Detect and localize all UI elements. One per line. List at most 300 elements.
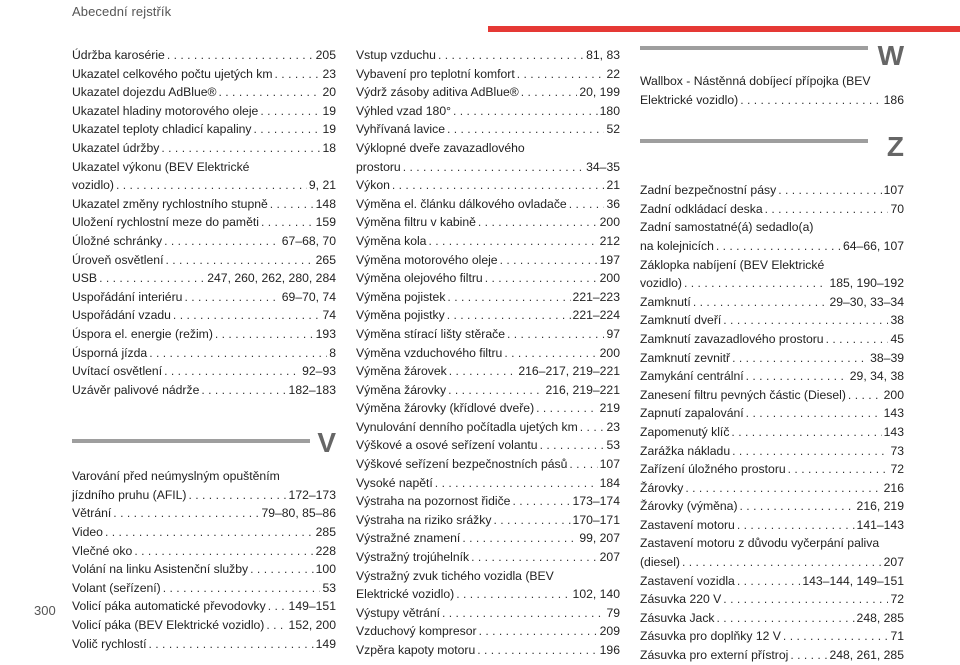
section-heading-v xyxy=(72,421,336,467)
index-entry xyxy=(640,627,904,646)
index-entry-term: Žárovky xyxy=(640,480,684,495)
dot-leader xyxy=(113,504,259,523)
index-entry-pages: 69–70, 74 xyxy=(281,289,336,304)
header-accent-bar xyxy=(488,26,960,32)
index-entry-pages: 143 xyxy=(883,424,904,439)
index-entry xyxy=(356,46,620,65)
index-entry xyxy=(72,467,336,504)
dot-leader xyxy=(723,590,888,609)
dot-leader xyxy=(682,553,882,572)
index-entry-pages: 180 xyxy=(599,103,620,118)
index-entry xyxy=(640,646,904,665)
index-entry-term: Výstupy větrání xyxy=(356,605,440,620)
index-entry-term: Zadní odkládací deska xyxy=(640,201,763,216)
dot-leader xyxy=(732,349,868,368)
index-entry-term: Zapnutí zapalování xyxy=(640,406,744,421)
dot-leader xyxy=(746,367,848,386)
index-entry-term: USB xyxy=(72,271,98,286)
index-list-v-continued xyxy=(356,46,620,660)
index-entry-term: Vstup vzduchu xyxy=(356,48,436,62)
dot-leader xyxy=(250,560,314,579)
index-entry-pages: 228 xyxy=(315,543,336,558)
index-entry-term: Výdrž zásoby aditiva AdBlue® xyxy=(356,85,519,100)
index-entry-term: Výměna pojistky xyxy=(356,308,445,323)
index-entry xyxy=(72,579,336,598)
index-entry xyxy=(356,511,620,530)
index-list-w xyxy=(640,72,904,109)
index-entry xyxy=(356,344,620,363)
index-entry-pages: 20, 199 xyxy=(579,85,620,100)
index-entry-pages: 79–80, 85–86 xyxy=(261,506,336,521)
dot-leader xyxy=(540,436,605,455)
index-entry-pages: 19 xyxy=(322,103,336,118)
index-entry xyxy=(640,200,904,219)
dot-leader xyxy=(462,529,577,548)
index-list-u xyxy=(72,46,336,399)
index-entry xyxy=(356,436,620,455)
index-entry xyxy=(72,65,336,84)
index-entry xyxy=(72,251,336,270)
index-entry xyxy=(356,529,620,548)
index-entry-pages: 170–171 xyxy=(572,512,620,527)
index-entry-pages: 102, 140 xyxy=(572,587,620,602)
index-entry-pages: 207 xyxy=(883,555,904,570)
index-entry-term: Výkon xyxy=(356,178,390,193)
index-entry xyxy=(640,367,904,386)
index-entry-term: Ukazatel teploty chladicí kapaliny xyxy=(72,122,252,137)
index-entry xyxy=(356,641,620,660)
index-entry-pages: 152, 200 xyxy=(288,618,336,633)
index-entry-pages: 9, 21 xyxy=(308,178,336,193)
index-entry xyxy=(356,362,620,381)
index-entry-term: Výměna el. článku dálkového ovladače xyxy=(356,196,567,211)
dot-leader xyxy=(116,176,307,195)
index-entry-term: Zásuvka pro doplňky 12 V xyxy=(640,629,781,644)
section-rule xyxy=(640,46,868,50)
index-entry-pages: 107 xyxy=(599,457,620,472)
dot-leader xyxy=(447,306,571,325)
index-entry xyxy=(72,288,336,307)
index-entry xyxy=(356,548,620,567)
index-entry xyxy=(640,609,904,628)
index-entry-term: Vzduchový kompresor xyxy=(356,624,477,639)
dot-leader xyxy=(270,195,314,214)
index-entry-term: Zásuvka 220 V xyxy=(640,592,722,607)
dot-leader xyxy=(740,497,855,516)
dot-leader xyxy=(266,616,286,635)
index-entry-term: Zamknutí zavazadlového prostoru xyxy=(640,331,824,346)
index-entry-pages: 99, 207 xyxy=(579,531,620,546)
index-entry-pages: 52 xyxy=(606,122,620,137)
index-entry xyxy=(640,497,904,516)
index-entry xyxy=(640,442,904,461)
index-entry-term: Větrání xyxy=(72,506,112,521)
index-entry xyxy=(356,232,620,251)
dot-leader xyxy=(268,597,287,616)
index-entry-pages: 216, 219–221 xyxy=(545,382,620,397)
index-entry-pages: 29–30, 33–34 xyxy=(829,294,904,309)
index-entry-term: Vzpěra kapoty motoru xyxy=(356,643,476,657)
index-entry xyxy=(356,288,620,307)
dot-leader xyxy=(737,572,800,591)
index-entry-pages: 19 xyxy=(322,122,336,137)
index-entry xyxy=(72,232,336,251)
index-entry-pages: 200 xyxy=(599,345,620,360)
index-entry-pages: 141–143 xyxy=(856,517,904,532)
dot-leader xyxy=(717,609,855,628)
index-entry xyxy=(356,102,620,121)
index-entry-term: Výhled vzad 180° xyxy=(356,103,451,118)
index-entry xyxy=(72,635,336,654)
index-entry xyxy=(72,139,336,158)
index-entry-pages: 20 xyxy=(322,85,336,100)
index-entry xyxy=(72,120,336,139)
dot-leader xyxy=(428,232,597,251)
index-entry-pages: 247, 260, 262, 280, 284 xyxy=(207,271,336,286)
index-entry xyxy=(356,399,620,418)
dot-leader xyxy=(149,635,314,654)
section-letter: V xyxy=(317,427,336,459)
index-entry-pages: 38–39 xyxy=(870,350,904,365)
index-entry-pages: 72 xyxy=(890,592,904,607)
dot-leader xyxy=(392,176,605,195)
index-entry-pages: 100 xyxy=(315,562,336,577)
index-entry-term: Výstraha na pozornost řidiče xyxy=(356,494,511,509)
index-entry-pages: 185, 190–192 xyxy=(829,276,904,291)
index-entry-term: Zarážka nákladu xyxy=(640,443,731,458)
index-entry-pages: 219 xyxy=(599,401,620,416)
dot-leader xyxy=(260,102,320,121)
dot-leader xyxy=(684,274,827,293)
index-entry-term: Výstražný trojúhelník xyxy=(356,550,470,565)
section-heading-w xyxy=(640,42,904,72)
index-entry xyxy=(72,46,336,65)
dot-leader xyxy=(848,386,882,405)
index-entry-term: Volicí páka automatické převodovky xyxy=(72,599,266,614)
index-entry xyxy=(72,542,336,561)
index-entry-term: Zadní bezpečnostní pásy xyxy=(640,183,777,198)
index-entry xyxy=(72,597,336,616)
index-entry xyxy=(640,349,904,368)
index-entry-pages: 23 xyxy=(606,419,620,434)
index-entry xyxy=(640,311,904,330)
index-entry xyxy=(72,560,336,579)
dot-leader xyxy=(261,213,314,232)
index-entry-pages: 23 xyxy=(322,66,336,81)
index-entry-term: Úložné schránky xyxy=(72,233,163,248)
index-entry-term: vozidlo) xyxy=(640,276,682,291)
index-entry xyxy=(356,65,620,84)
index-entry xyxy=(72,504,336,523)
index-entry-pages: 22 xyxy=(606,66,620,81)
index-entry-pages: 71 xyxy=(890,629,904,644)
index-entry-term: na kolejnicích xyxy=(640,238,714,253)
index-entry xyxy=(356,269,620,288)
index-entry xyxy=(640,256,904,293)
index-entry-term: jízdního pruhu (AFIL) xyxy=(72,487,187,502)
dot-leader xyxy=(778,181,881,200)
dot-leader xyxy=(163,579,321,598)
index-entry xyxy=(356,455,620,474)
dot-leader xyxy=(219,83,321,102)
dot-leader xyxy=(512,492,570,511)
index-entry xyxy=(72,362,336,381)
index-entry-pages: 186 xyxy=(883,92,904,107)
index-entry xyxy=(72,344,336,363)
index-entry-term: Zamknutí dveří xyxy=(640,313,722,328)
index-entry-line: Výklopné dveře zavazadlového xyxy=(356,140,525,155)
index-entry-pages: 149–151 xyxy=(288,599,336,614)
dot-leader xyxy=(790,646,827,665)
index-entry-pages: 8 xyxy=(329,345,336,360)
index-entry-pages: 221–223 xyxy=(572,289,620,304)
index-entry-term: Ukazatel celkového počtu ujetých km xyxy=(72,66,273,81)
index-entry-term: Výměna filtru v kabině xyxy=(356,215,476,230)
index-entry xyxy=(356,567,620,604)
index-entry-term: Zamknutí zevnitř xyxy=(640,350,731,365)
index-entry-term: Uvítací osvětlení xyxy=(72,364,163,379)
index-entry-pages: 81, 83 xyxy=(586,48,620,62)
dot-leader xyxy=(536,399,598,418)
index-entry-term: Úsporná jízda xyxy=(72,345,148,360)
dot-leader xyxy=(716,237,841,256)
dot-leader xyxy=(731,423,881,442)
dot-leader xyxy=(783,627,889,646)
index-entry-term: Vlečné oko xyxy=(72,543,133,558)
index-entry-term: Zásuvka pro externí přístroj xyxy=(640,648,789,663)
index-entry xyxy=(72,381,336,400)
dot-leader xyxy=(788,460,889,479)
index-entry-term: Výměna olejového filtru xyxy=(356,271,483,286)
dot-leader xyxy=(215,325,314,344)
index-entry-term: Výměna stírací lišty stěrače xyxy=(356,326,506,341)
index-entry xyxy=(640,516,904,535)
index-entry-pages: 67–68, 70 xyxy=(281,233,336,248)
dot-leader xyxy=(188,486,286,505)
index-entry xyxy=(356,474,620,493)
index-entry-term: Zařízení úložného prostoru xyxy=(640,462,786,477)
dot-leader xyxy=(184,288,279,307)
index-entry xyxy=(356,83,620,102)
dot-leader xyxy=(500,251,598,270)
index-entry-pages: 29, 34, 38 xyxy=(849,369,904,384)
index-entry xyxy=(640,572,904,591)
index-entry xyxy=(356,306,620,325)
dot-leader xyxy=(746,404,882,423)
index-entry xyxy=(640,404,904,423)
index-entry xyxy=(356,418,620,437)
section-letter: Z xyxy=(886,131,904,163)
index-entry xyxy=(640,293,904,312)
index-entry-pages: 221–224 xyxy=(572,308,620,323)
index-entry-term: Zásuvka Jack xyxy=(640,610,715,625)
index-entry-term: Vysoké napětí xyxy=(356,475,433,490)
index-entry xyxy=(72,158,336,195)
index-entry-term: Údržba karosérie xyxy=(72,48,165,62)
index-entry-term: vozidlo) xyxy=(72,178,114,193)
index-entry xyxy=(356,492,620,511)
index-entry-term: Výměna motorového oleje xyxy=(356,252,498,267)
index-entry-pages: 38 xyxy=(890,313,904,328)
index-entry-pages: 53 xyxy=(606,438,620,453)
index-entry-pages: 149 xyxy=(315,636,336,651)
index-entry xyxy=(356,139,620,176)
index-entry-line: Ukazatel výkonu (BEV Elektrické xyxy=(72,159,250,174)
dot-leader xyxy=(740,91,881,110)
index-entry-pages: 173–174 xyxy=(572,494,620,509)
index-entry xyxy=(72,269,336,288)
dot-leader xyxy=(449,362,517,381)
dot-leader xyxy=(765,200,889,219)
index-entry-term: Zastavení vozidla xyxy=(640,573,735,588)
index-entry-term: Vybavení pro teplotní komfort xyxy=(356,66,515,81)
index-column-2 xyxy=(356,46,620,660)
index-entry-pages: 64–66, 107 xyxy=(843,238,904,253)
index-entry xyxy=(640,460,904,479)
section-rule xyxy=(72,439,310,443)
index-entry xyxy=(640,181,904,200)
index-entry-pages: 72 xyxy=(890,462,904,477)
dot-leader xyxy=(479,622,598,641)
index-entry xyxy=(72,213,336,232)
dot-leader xyxy=(723,311,888,330)
index-entry xyxy=(72,616,336,635)
index-entry-term: Vyhřívaná lavice xyxy=(356,122,445,137)
index-entry-pages: 200 xyxy=(883,387,904,402)
dot-leader xyxy=(438,46,584,65)
index-entry-term: Výměna kola xyxy=(356,233,427,248)
index-entry-term: Volič rychlostí xyxy=(72,636,147,651)
index-entry-term: Úroveň osvětlení xyxy=(72,252,164,267)
index-entry xyxy=(356,604,620,623)
dot-leader xyxy=(275,65,321,84)
index-entry-pages: 18 xyxy=(322,140,336,155)
index-entry-term: Výstraha na riziko srážky xyxy=(356,512,492,527)
index-entry-pages: 143–144, 149–151 xyxy=(802,573,904,588)
index-entry-term: Výměna žárovky xyxy=(356,382,447,397)
index-entry-pages: 92–93 xyxy=(302,364,336,379)
dot-leader xyxy=(477,641,597,660)
section-letter: W xyxy=(877,40,904,71)
index-entry xyxy=(640,72,904,109)
index-entry-pages: 21 xyxy=(606,178,620,193)
index-entry-term: (diesel) xyxy=(640,555,680,570)
index-entry-term: Výměna žárovek xyxy=(356,364,447,379)
dot-leader xyxy=(165,251,313,270)
dot-leader xyxy=(161,139,320,158)
index-entry-line: Wallbox - Nástěnná dobíjecí přípojka (BEV xyxy=(640,74,871,88)
index-entry-term: Žárovky (výměna) xyxy=(640,499,738,514)
dot-leader xyxy=(254,120,321,139)
dot-leader xyxy=(164,232,280,251)
index-entry xyxy=(72,83,336,102)
index-entry xyxy=(356,622,620,641)
index-entry-pages: 97 xyxy=(606,326,620,341)
index-entry-term: Ukazatel změny rychlostního stupně xyxy=(72,196,268,211)
page-header-title: Abecední rejstřík xyxy=(72,4,172,19)
index-entry xyxy=(356,251,620,270)
page-number: 300 xyxy=(34,603,56,618)
index-entry-pages: 143 xyxy=(883,406,904,421)
index-entry xyxy=(72,325,336,344)
dot-leader xyxy=(569,195,605,214)
index-entry-pages: 159 xyxy=(315,215,336,230)
dot-leader xyxy=(485,269,598,288)
index-entry-pages: 216, 219 xyxy=(856,499,904,514)
index-entry-term: Elektrické vozidlo) xyxy=(640,92,739,107)
dot-leader xyxy=(99,269,205,288)
dot-leader xyxy=(149,344,327,363)
dot-leader xyxy=(447,120,604,139)
index-entry-pages: 184 xyxy=(599,475,620,490)
index-entry-pages: 265 xyxy=(315,252,336,267)
index-entry-term: Výškové a osové seřízení volantu xyxy=(356,438,538,453)
dot-leader xyxy=(447,288,570,307)
index-entry-pages: 73 xyxy=(890,443,904,458)
index-entry-pages: 74 xyxy=(322,308,336,323)
index-entry-pages: 248, 285 xyxy=(856,610,904,625)
index-entry-term: Výměna vzduchového filtru xyxy=(356,345,503,360)
index-entry-term: Vynulování denního počítadla ujetých km xyxy=(356,419,578,434)
index-entry-pages: 148 xyxy=(315,196,336,211)
index-entry-pages: 216–217, 219–221 xyxy=(518,364,620,379)
dot-leader xyxy=(173,306,321,325)
dot-leader xyxy=(471,548,598,567)
dot-leader xyxy=(134,542,313,561)
index-entry-term: Zanesení filtru pevných částic (Diesel) xyxy=(640,387,846,402)
index-entry-term: Ukazatel údržby xyxy=(72,140,160,155)
index-entry-term: Výměna pojistek xyxy=(356,289,446,304)
dot-leader xyxy=(580,418,605,437)
index-entry-pages: 248, 261, 285 xyxy=(829,648,904,663)
index-entry-term: Výměna žárovky (křídlové dveře) xyxy=(356,401,535,416)
index-entry-term: Video xyxy=(72,525,103,540)
index-entry xyxy=(356,213,620,232)
index-entry-term: Zamykání centrální xyxy=(640,369,744,384)
index-entry-pages: 45 xyxy=(890,331,904,346)
index-entry-term: Zamknutí xyxy=(640,294,691,309)
index-entry-pages: 207 xyxy=(599,550,620,565)
dot-leader xyxy=(517,65,605,84)
index-entry-term: Zastavení motoru xyxy=(640,517,735,532)
dot-leader xyxy=(732,442,888,461)
dot-leader xyxy=(442,604,604,623)
index-entry-pages: 212 xyxy=(599,233,620,248)
index-entry-term: Uspořádání interiéru xyxy=(72,289,183,304)
index-entry xyxy=(640,330,904,349)
index-entry-pages: 34–35 xyxy=(586,159,620,174)
index-entry xyxy=(640,534,904,571)
index-entry xyxy=(356,325,620,344)
index-list-v xyxy=(72,467,336,653)
index-entry-line: Varování před neúmyslným opuštěním xyxy=(72,469,280,484)
dot-leader xyxy=(164,362,300,381)
index-entry-term: Úspora el. energie (režim) xyxy=(72,326,213,341)
index-entry xyxy=(72,523,336,542)
index-entry-term: Ukazatel dojezdu AdBlue® xyxy=(72,85,217,100)
dot-leader xyxy=(685,479,881,498)
dot-leader xyxy=(478,213,598,232)
index-entry-pages: 285 xyxy=(315,525,336,540)
index-entry-term: Výstražné znamení xyxy=(356,531,461,546)
index-entry-pages: 193 xyxy=(315,326,336,341)
dot-leader xyxy=(693,293,828,312)
index-entry-term: Volicí páka (BEV Elektrické vozidlo) xyxy=(72,618,265,633)
index-entry xyxy=(72,102,336,121)
dot-leader xyxy=(456,585,570,604)
index-entry-pages: 70 xyxy=(890,201,904,216)
dot-leader xyxy=(569,455,597,474)
